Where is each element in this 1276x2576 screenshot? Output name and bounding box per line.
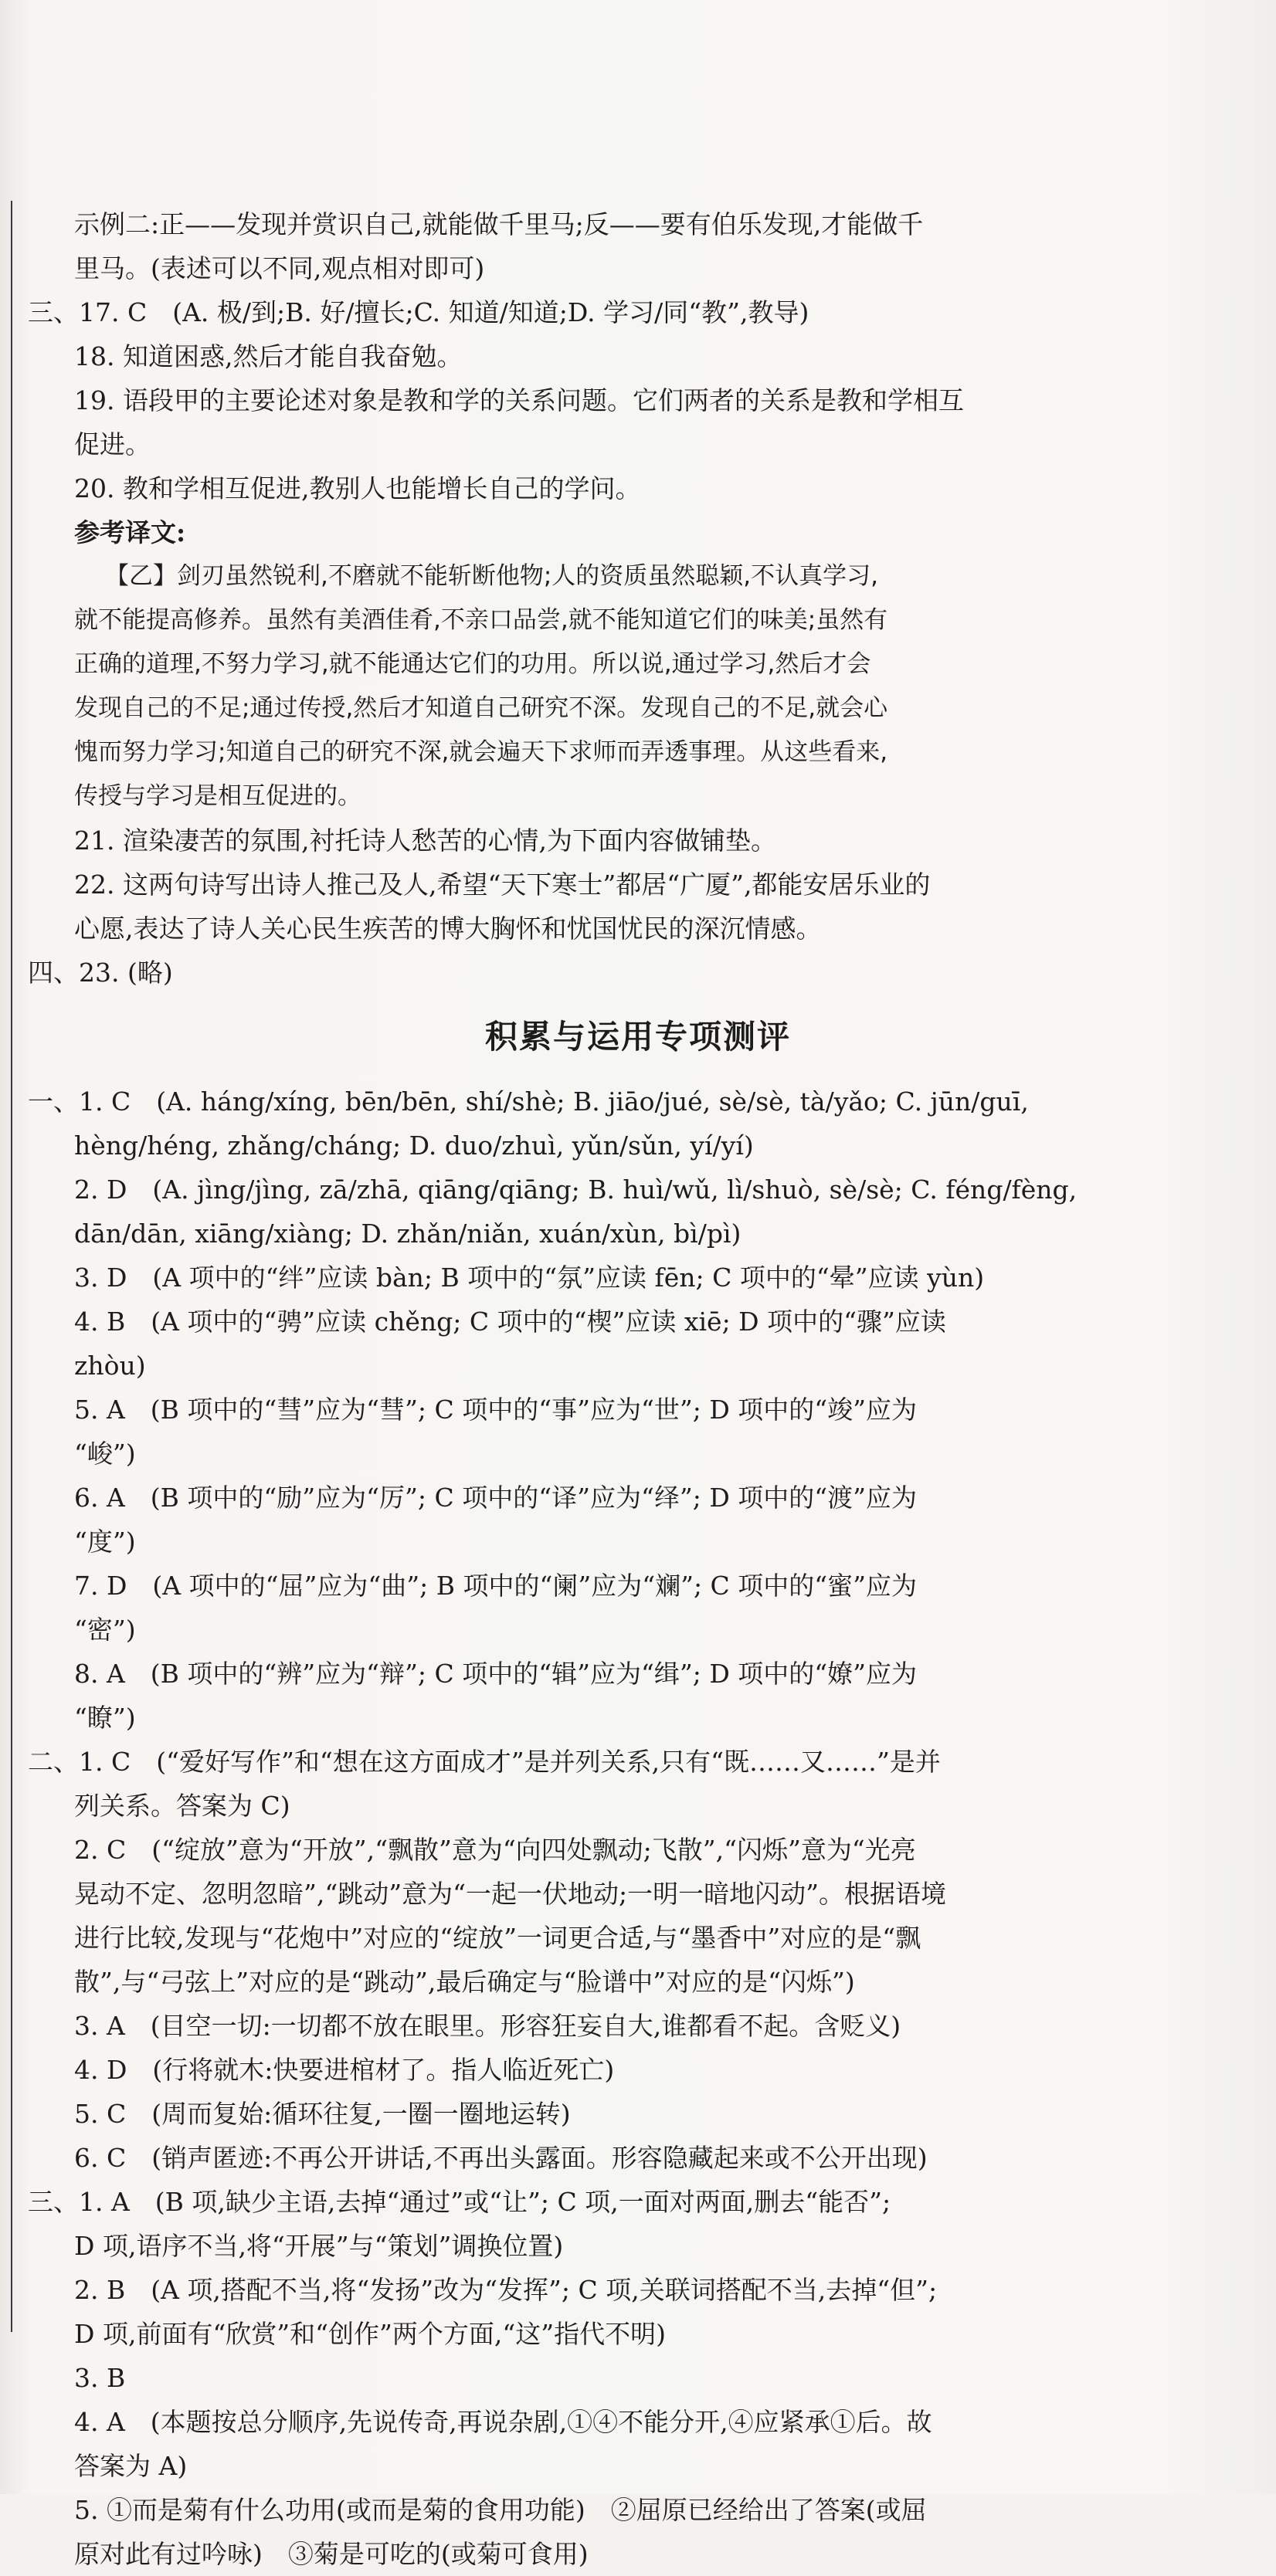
question-line: 三、17. C (A. 极/到;B. 好/擅长;C. 知道/知道;D. 学习/同“教”,教导) <box>28 297 809 327</box>
text-line: 答案为 A) <box>74 2451 188 2481</box>
text-line: 促进。 <box>74 429 151 459</box>
translation-line: 【乙】剑刃虽然锐利,不磨就不能斩断他物;人的资质虽然聪颖,不认真学习, <box>105 562 879 590</box>
translation-line: 发现自己的不足;通过传授,然后才知道自己研究不深。发现自己的不足,就会心 <box>74 694 888 722</box>
question-line: 6. A (B 项中的“励”应为“厉”; C 项中的“译”应为“绎”; D 项中的“渡”应为 <box>74 1483 918 1513</box>
question-line: 20. 教和学相互促进,教别人也能增长自己的学问。 <box>74 473 641 503</box>
question-line: 5. ①而是菊有什么功用(或而是菊的食用功能) ②屈原已经给出了答案(或屈 <box>74 2495 927 2525</box>
question-line: 21. 渲染凄苦的氛围,衬托诗人愁苦的心情,为下面内容做铺垫。 <box>74 825 776 856</box>
question-line: 三、1. A (B 项,缺少主语,去掉“通过”或“让”; C 项,一面对两面,删去“能否”; <box>28 2187 891 2217</box>
text-line: dān/dān, xiāng/xiàng; D. zhǎn/niǎn, xuán/xùn, bì/pì) <box>74 1219 742 1249</box>
question-line: 2. C (“绽放”意为“开放”,“飘散”意为“向四处飘动;飞散”,“闪烁”意为“光亮 <box>74 1835 916 1865</box>
text-line: 里马。(表述可以不同,观点相对即可) <box>74 253 485 283</box>
text-line: D 项,语序不当,将“开展”与“策划”调换位置) <box>74 2231 564 2261</box>
question-line: 5. C (周而复始:循环往复,一圈一圈地运转) <box>74 2099 571 2129</box>
text-line: 晃动不定、忽明忽暗”,“跳动”意为“一起一伏地动;一明一暗地闪动”。根据语境 <box>74 1879 946 1909</box>
section-title: 积累与运用专项测评 <box>484 1018 791 1056</box>
text-line: 原对此有过吟咏) ③菊是可吃的(或菊可食用) <box>74 2539 589 2569</box>
question-line: 二、1. C (“爱好写作”和“想在这方面成才”是并列关系,只有“既……又……”是并 <box>28 1747 941 1777</box>
question-line: 19. 语段甲的主要论述对象是教和学的关系问题。它们两者的关系是教和学相互 <box>74 385 964 415</box>
question-line: 4. A (本题按总分顺序,先说传奇,再说杂剧,①④不能分开,④应紧承①后。故 <box>74 2407 932 2437</box>
text-line: “度”) <box>74 1527 136 1557</box>
text-line: “峻”) <box>74 1439 136 1469</box>
question-line: 3. B <box>74 2363 126 2393</box>
translation-line: 就不能提高修养。虽然有美酒佳肴,不亲口品尝,就不能知道它们的味美;虽然有 <box>74 606 888 634</box>
question-line: 3. D (A 项中的“绊”应读 bàn; B 项中的“氛”应读 fēn; C 项中的“晕”应读 yùn) <box>74 1263 985 1293</box>
translation-line: 正确的道理,不努力学习,就不能通达它们的功用。所以说,通过学习,然后才会 <box>74 650 871 678</box>
text-line: 示例二:正——发现并赏识自己,就能做千里马;反——要有伯乐发现,才能做千 <box>74 209 924 239</box>
text-line: “瞭”) <box>74 1703 136 1733</box>
question-line: 2. D (A. jìng/jìng, zā/zhā, qiāng/qiāng; B. huì/wǔ, lì/shuò, sè/sè; C. féng/fèng, <box>74 1174 1077 1205</box>
question-line: 3. A (目空一切:一切都不放在眼里。形容狂妄自大,谁都看不起。含贬义) <box>74 2011 901 2041</box>
text-line: zhòu) <box>74 1351 146 1381</box>
translation-line: 传授与学习是相互促进的。 <box>74 782 361 810</box>
text-line: 散”,与“弓弦上”对应的是“跳动”,最后确定与“脸谱中”对应的是“闪烁”) <box>74 1967 855 1997</box>
text-line: hèng/héng, zhǎng/cháng; D. duo/zhuì, yǔn/sǔn, yí/yí) <box>74 1130 754 1161</box>
question-line: 7. D (A 项中的“屈”应为“曲”; B 项中的“阑”应为“斓”; C 项中的“蜜”应为 <box>74 1571 918 1601</box>
text-line: 列关系。答案为 C) <box>74 1791 290 1821</box>
question-line: 四、23. (略) <box>28 958 173 988</box>
translation-label: 参考译文: <box>74 517 186 547</box>
question-line: 2. B (A 项,搭配不当,将“发扬”改为“发挥”; C 项,关联词搭配不当,去掉“但”; <box>74 2275 938 2305</box>
question-line: 18. 知道困惑,然后才能自我奋勉。 <box>74 341 463 371</box>
question-line: 8. A (B 项中的“辨”应为“辩”; C 项中的“辑”应为“缉”; D 项中的“嫽”应为 <box>74 1659 918 1689</box>
text-line: “密”) <box>74 1615 136 1645</box>
text-line: 心愿,表达了诗人关心民生疾苦的博大胸怀和忧国忧民的深沉情感。 <box>74 913 822 944</box>
question-line: 5. A (B 项中的“彗”应为“彗”; C 项中的“事”应为“世”; D 项中的“竣”应为 <box>74 1395 918 1425</box>
answer-key-content <box>0 202 1276 2576</box>
question-line: 22. 这两句诗写出诗人推己及人,希望“天下寒士”都居“广厦”,都能安居乐业的 <box>74 869 931 900</box>
question-line: 4. B (A 项中的“骋”应读 chěng; C 项中的“楔”应读 xiē; D 项中的“骤”应读 <box>74 1307 946 1337</box>
question-line: 一、1. C (A. háng/xíng, bēn/bēn, shí/shè; B. jiāo/jué, sè/sè, tà/yǎo; C. jūn/guī, <box>28 1086 1029 1117</box>
question-line: 4. D (行将就木:快要进棺材了。指人临近死亡) <box>74 2055 615 2085</box>
question-line: 6. C (销声匿迹:不再公开讲话,不再出头露面。形容隐藏起来或不公开出现) <box>74 2143 928 2173</box>
text-line: D 项,前面有“欣赏”和“创作”两个方面,“这”指代不明) <box>74 2319 667 2349</box>
translation-line: 愧而努力学习;知道自己的研究不深,就会遍天下求师而弄透事理。从这些看来, <box>74 738 888 766</box>
text-line: 进行比较,发现与“花炮中”对应的“绽放”一词更合适,与“墨香中”对应的是“飘 <box>74 1923 921 1953</box>
